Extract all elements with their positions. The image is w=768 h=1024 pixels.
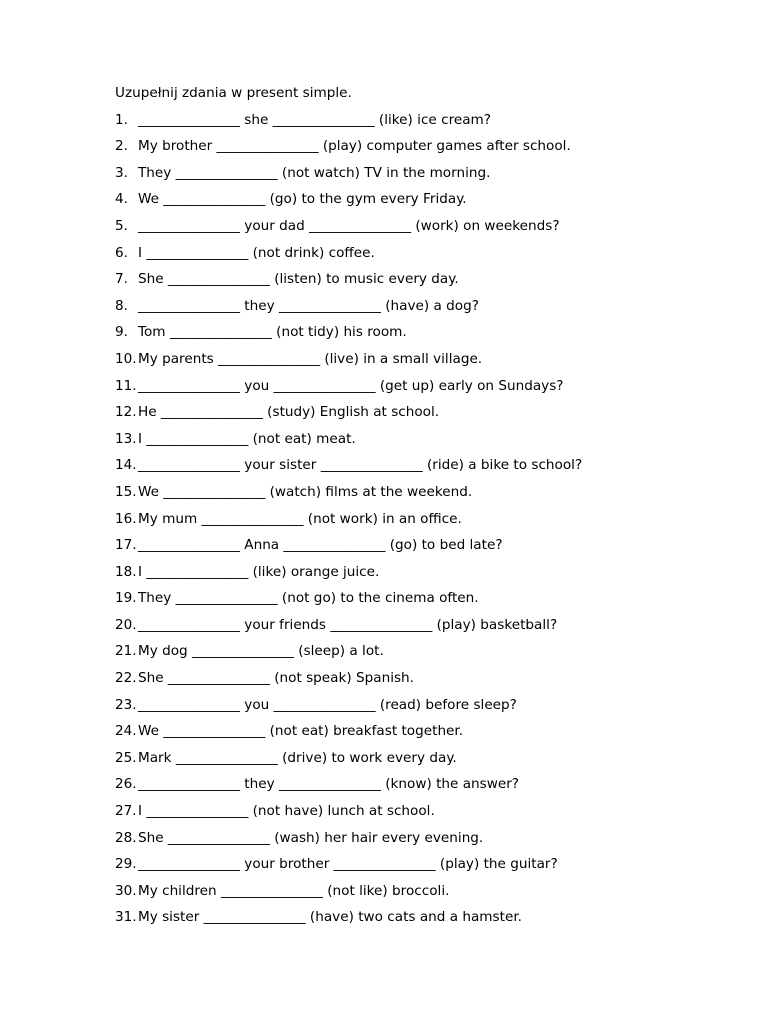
item-text: My dog _______________ (sleep) a lot. bbox=[138, 643, 384, 660]
exercise-item bbox=[115, 137, 735, 164]
item-number: 3. bbox=[115, 164, 128, 181]
exercise-item bbox=[115, 510, 735, 537]
item-text: My children _______________ (not like) broccoli. bbox=[138, 882, 450, 899]
item-text: _______________ your dad _______________ (work) on weekends? bbox=[138, 217, 560, 234]
exercise-item bbox=[115, 430, 735, 457]
exercise-item bbox=[115, 722, 735, 749]
item-number: 27. bbox=[115, 803, 137, 820]
item-number: 12. bbox=[115, 404, 137, 421]
item-text: My sister _______________ (have) two cats and a hamster. bbox=[138, 909, 522, 926]
worksheet bbox=[115, 84, 735, 935]
exercise-item bbox=[115, 855, 735, 882]
item-text: Mark _______________ (drive) to work every day. bbox=[138, 749, 457, 766]
item-number: 10. bbox=[115, 350, 137, 367]
item-number: 9. bbox=[115, 324, 128, 341]
item-number: 14. bbox=[115, 457, 137, 474]
item-number: 6. bbox=[115, 244, 128, 261]
exercise-item bbox=[115, 563, 735, 590]
item-number: 2. bbox=[115, 138, 128, 155]
exercise-item bbox=[115, 323, 735, 350]
item-number: 18. bbox=[115, 563, 137, 580]
item-number: 11. bbox=[115, 377, 137, 394]
item-text: She _______________ (wash) her hair every evening. bbox=[138, 829, 484, 846]
exercise-item bbox=[115, 829, 735, 856]
exercise-item bbox=[115, 802, 735, 829]
item-text: I _______________ (not have) lunch at school. bbox=[138, 803, 435, 820]
item-number: 25. bbox=[115, 749, 137, 766]
item-number: 13. bbox=[115, 430, 137, 447]
item-text: We _______________ (watch) films at the weekend. bbox=[138, 483, 473, 500]
item-number: 4. bbox=[115, 191, 128, 208]
exercise-item bbox=[115, 536, 735, 563]
item-text: She _______________ (listen) to music every day. bbox=[138, 271, 459, 288]
item-text: _______________ your sister _______________ (ride) a bike to school? bbox=[138, 457, 583, 474]
item-number: 30. bbox=[115, 882, 137, 899]
item-text: I _______________ (not drink) coffee. bbox=[138, 244, 375, 261]
item-text: They _______________ (not go) to the cinema often. bbox=[138, 590, 479, 607]
item-number: 16. bbox=[115, 510, 137, 527]
item-number: 26. bbox=[115, 776, 137, 793]
item-text: My parents _______________ (live) in a small village. bbox=[138, 350, 483, 367]
item-text: My brother _______________ (play) computer games after school. bbox=[138, 138, 571, 155]
item-text: My mum _______________ (not work) in an office. bbox=[138, 510, 462, 527]
item-text: _______________ Anna _______________ (go) to bed late? bbox=[138, 537, 503, 554]
item-number: 21. bbox=[115, 643, 137, 660]
item-number: 5. bbox=[115, 217, 128, 234]
item-number: 23. bbox=[115, 696, 137, 713]
exercise-item bbox=[115, 244, 735, 271]
exercise-item bbox=[115, 164, 735, 191]
exercise-item bbox=[115, 483, 735, 510]
item-text: _______________ your friends _______________ (play) basketball? bbox=[138, 616, 558, 633]
item-number: 31. bbox=[115, 909, 137, 926]
item-number: 20. bbox=[115, 616, 137, 633]
exercise-item bbox=[115, 908, 735, 935]
item-number: 28. bbox=[115, 829, 137, 846]
exercise-item bbox=[115, 589, 735, 616]
exercise-item bbox=[115, 696, 735, 723]
exercise-item bbox=[115, 775, 735, 802]
exercise-item bbox=[115, 377, 735, 404]
exercise-item bbox=[115, 616, 735, 643]
instruction-heading: Uzupełnij zdania w present simple. bbox=[115, 85, 352, 101]
item-text: _______________ you _______________ (get up) early on Sundays? bbox=[138, 377, 564, 394]
item-number: 7. bbox=[115, 271, 128, 288]
item-text: We _______________ (go) to the gym every Friday. bbox=[138, 191, 467, 208]
item-number: 8. bbox=[115, 297, 128, 314]
item-text: I _______________ (like) orange juice. bbox=[138, 563, 380, 580]
item-number: 24. bbox=[115, 723, 137, 740]
exercise-item bbox=[115, 350, 735, 377]
item-text: I _______________ (not eat) meat. bbox=[138, 430, 356, 447]
item-number: 1. bbox=[115, 111, 128, 128]
exercise-item bbox=[115, 111, 735, 138]
item-text: He _______________ (study) English at school. bbox=[138, 404, 440, 421]
item-text: _______________ they _______________ (have) a dog? bbox=[138, 297, 479, 314]
item-text: _______________ they _______________ (know) the answer? bbox=[138, 776, 520, 793]
exercise-item bbox=[115, 669, 735, 696]
exercise-item bbox=[115, 217, 735, 244]
exercise-item bbox=[115, 882, 735, 909]
item-text: _______________ she _______________ (like) ice cream? bbox=[138, 111, 492, 128]
exercise-item bbox=[115, 270, 735, 297]
exercise-item bbox=[115, 456, 735, 483]
exercise-item bbox=[115, 297, 735, 324]
item-number: 29. bbox=[115, 856, 137, 873]
exercise-item bbox=[115, 749, 735, 776]
item-number: 19. bbox=[115, 590, 137, 607]
item-number: 15. bbox=[115, 483, 137, 500]
item-number: 17. bbox=[115, 537, 137, 554]
item-number: 22. bbox=[115, 670, 137, 687]
item-text: They _______________ (not watch) TV in the morning. bbox=[138, 164, 491, 181]
item-text: She _______________ (not speak) Spanish. bbox=[138, 670, 414, 687]
exercise-item bbox=[115, 642, 735, 669]
item-text: Tom _______________ (not tidy) his room. bbox=[138, 324, 407, 341]
item-text: _______________ your brother _______________ (play) the guitar? bbox=[138, 856, 558, 873]
exercise-list bbox=[115, 111, 735, 935]
exercise-item bbox=[115, 190, 735, 217]
item-text: _______________ you _______________ (read) before sleep? bbox=[138, 696, 517, 713]
exercise-item bbox=[115, 403, 735, 430]
item-text: We _______________ (not eat) breakfast together. bbox=[138, 723, 464, 740]
